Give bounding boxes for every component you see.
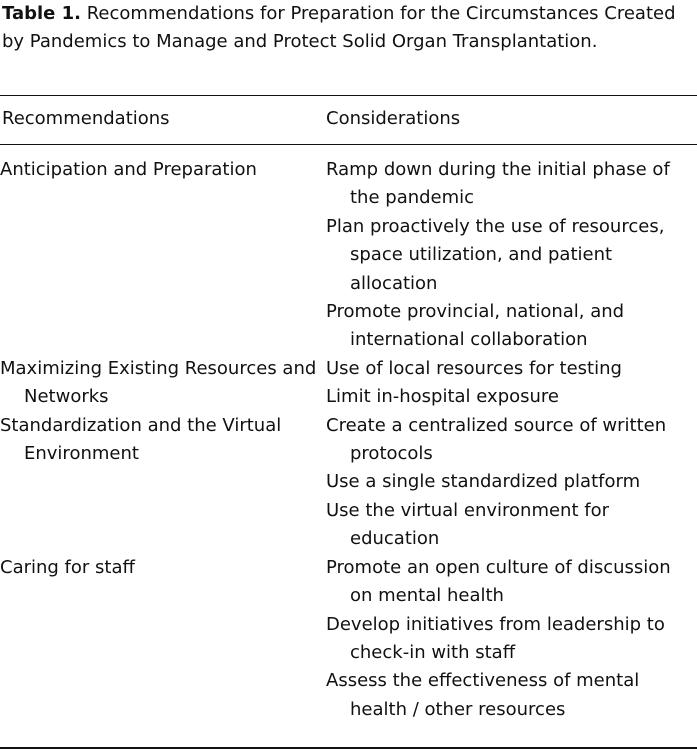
table-row [0, 412, 697, 554]
table-bottom-rule [0, 747, 697, 749]
consideration-item: Promote provincial, national, and international collaboration [326, 301, 625, 351]
consideration-item: Use a single standardized platform [326, 471, 641, 493]
header-recommendations: Recommendations [2, 108, 170, 129]
consideration-item: Assess the effectiveness of mental health / other resources [326, 670, 640, 720]
considerations-cell [326, 554, 697, 724]
table-caption-label: Table 1. [2, 3, 81, 24]
table-row [0, 156, 697, 355]
consideration-item: Use the virtual environment for education [326, 499, 609, 550]
recommendation-cell: Caring for staff [0, 556, 135, 578]
recommendation-cell: Anticipation and Preparation [0, 159, 257, 180]
table-caption [2, 0, 692, 56]
consideration-item: Promote an open culture of discussion on mental health [326, 556, 671, 607]
consideration-item: Create a centralized source of written protocols [326, 414, 667, 465]
table-body [0, 156, 697, 724]
consideration-item: Ramp down during the initial phase of the pandemic [326, 159, 670, 209]
table-row [0, 554, 697, 724]
recommendation-cell: Standardization and the Virtual Environment [0, 414, 282, 465]
table-top-rule [0, 95, 697, 96]
considerations-cell [326, 156, 697, 355]
consideration-item: Develop initiatives from leadership to check-in with staff [326, 613, 665, 663]
considerations-cell [326, 412, 697, 554]
consideration-item: Limit in-hospital exposure [326, 386, 559, 408]
consideration-item: Use of local resources for testing [326, 357, 622, 379]
table-header-rule [0, 144, 697, 145]
recommendation-cell: Maximizing Existing Resources and Networks [0, 357, 317, 408]
table-row [0, 355, 697, 412]
consideration-item: Plan proactively the use of resources, space utilization, and patient allocation [326, 215, 665, 294]
considerations-cell [326, 355, 697, 412]
table-caption-text: Recommendations for Preparation for the Circumstances Created by Pandemics to Manage and Protect Solid Organ Transplantation. [2, 3, 676, 52]
header-considerations: Considerations [326, 108, 461, 129]
